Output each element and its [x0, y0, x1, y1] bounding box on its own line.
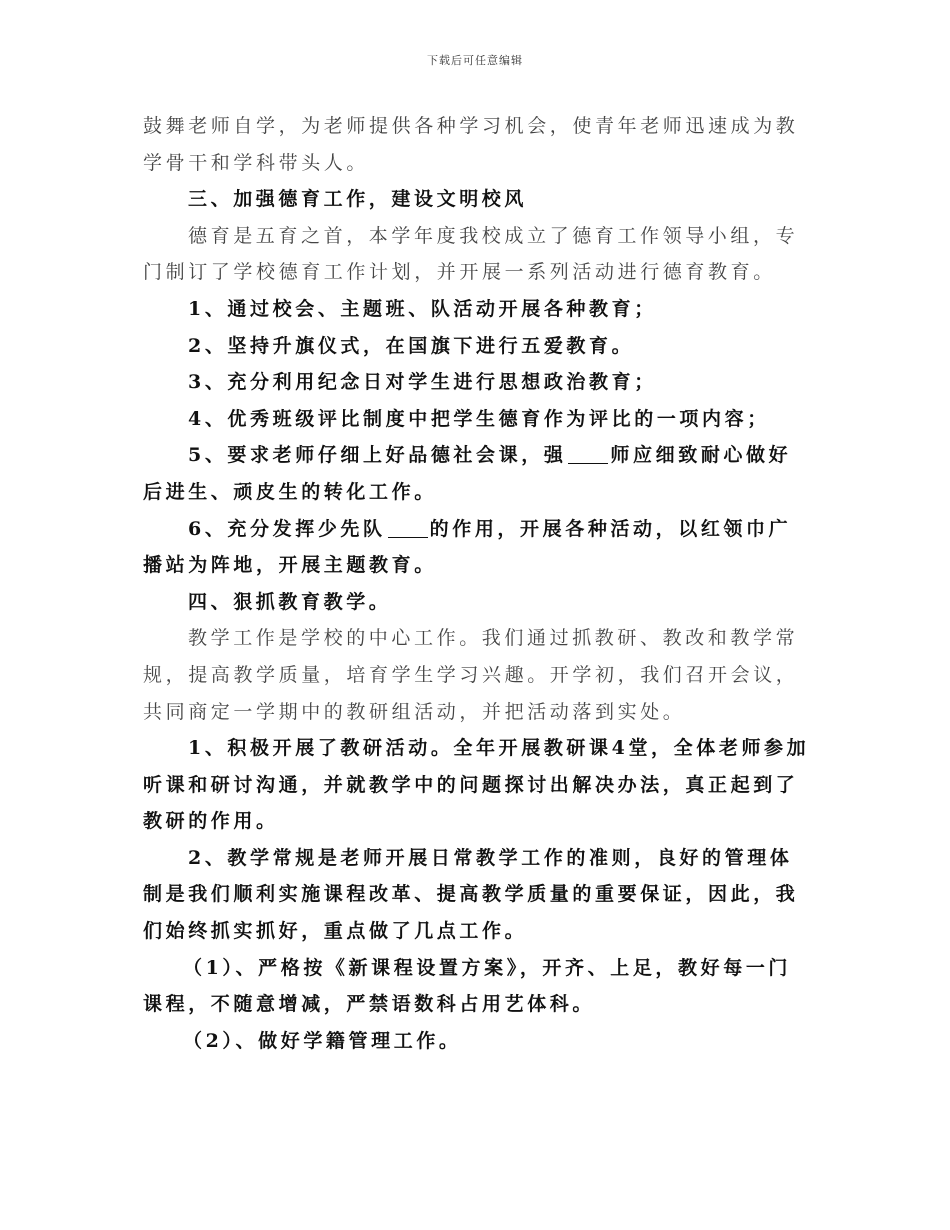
section-heading-teaching: 四、狠抓教育教学。	[188, 590, 392, 613]
list-item-1: 1、通过校会、主题班、队活动开展各种教育；	[188, 297, 657, 320]
list-item-3: 3、充分利用纪念日对学生进行思想政治教育；	[188, 371, 657, 394]
paragraph-moral-intro: 德育是五育之首，本学年度我校成立了德育工作领导小组，专门制订了学校德育工作计划，并开展一系列活动进行德育教育。	[143, 224, 799, 284]
blank-underline	[568, 444, 608, 464]
list-item-5-before: 5、要求老师仔细上好品德社会课，强	[188, 444, 567, 467]
list-item-5	[143, 437, 811, 510]
page-header: 下载后可任意编辑	[427, 54, 523, 67]
paragraph-teaching-intro: 教学工作是学校的中心工作。我们通过抓教研、教改和教学常规，提高教学质量，培育学生学习兴趣。开学初，我们召开会议，共同商定一学期中的教研组活动，并把活动落到实处。	[143, 627, 799, 723]
list-item-6-after: 的作用，开展各种活动，以红领巾广播站为阵地，开展主题教育。	[143, 517, 792, 577]
list-item-5-after: 师应细致耐心做好后进生、顽皮生的转化工作。	[143, 444, 792, 503]
sub-item-1: （1）、严格按《新课程设置方案》，开齐、上足，教好每一门课程，不随意增减，严禁语数科占用艺体科。	[143, 956, 792, 1016]
list-item-6-before: 6、充分发挥少先队	[188, 517, 386, 540]
teaching-item-1: 1、积极开展了教研活动。全年开展教研课4堂，全体老师参加听课和研讨沟通，并就教学中的问题探讨出解决办法，真正起到了教研的作用。	[143, 737, 810, 833]
document-body	[143, 108, 811, 1059]
sub-item-2: （2）、做好学籍管理工作。	[183, 1029, 462, 1052]
list-item-6	[143, 511, 811, 584]
paragraph-continuation: 鼓舞老师自学，为老师提供各种学习机会，使青年老师迅速成为教学骨干和学科带头人。	[143, 115, 799, 174]
blank-underline	[388, 518, 428, 538]
section-heading-moral-education: 三、加强德育工作，建设文明校风	[188, 188, 528, 211]
teaching-item-2: 2、教学常规是老师开展日常教学工作的准则，良好的管理体制是我们顺利实施课程改革、提高教学质量的重要保证，因此，我们始终抓实抓好，重点做了几点工作。	[143, 846, 799, 943]
list-item-4: 4、优秀班级评比制度中把学生德育作为评比的一项内容；	[188, 407, 770, 430]
list-item-2: 2、坚持升旗仪式，在国旗下进行五爱教育。	[188, 334, 635, 357]
